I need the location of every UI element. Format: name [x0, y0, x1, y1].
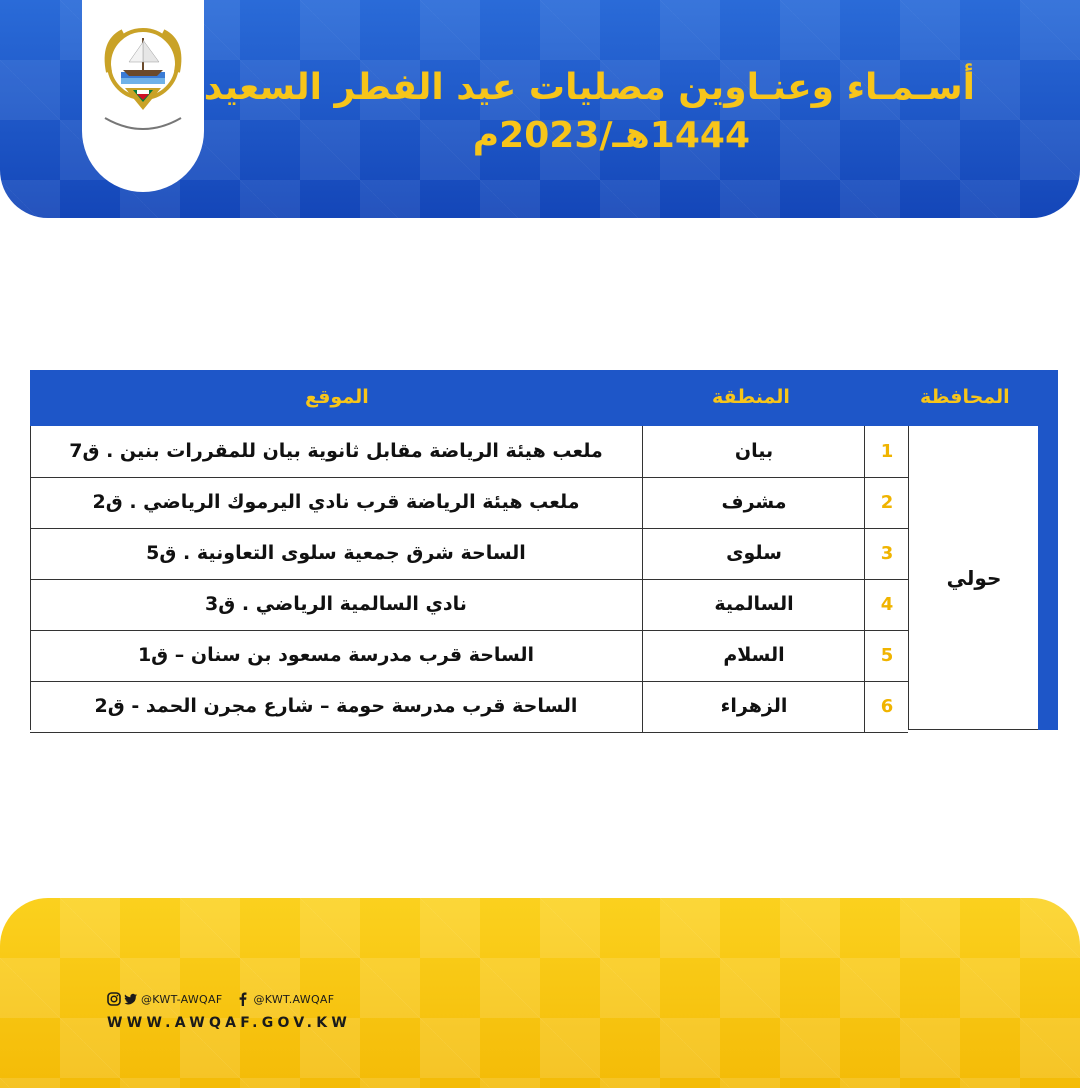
- area-cell: بيان: [642, 426, 865, 477]
- social-handles: [107, 992, 334, 1006]
- facebook-handle[interactable]: @KWT.AWQAF: [253, 992, 335, 1006]
- location-cell: [30, 630, 642, 681]
- table-row: [30, 630, 908, 682]
- location-text: ملعب هيئة الرياضة مقابل ثانوية بيان للمقررات بنين . ق7: [69, 440, 603, 462]
- table-side-bar: [1038, 426, 1058, 730]
- header-banner: [0, 0, 1080, 218]
- instagram-twitter-handle[interactable]: @KWT-AWQAF: [141, 992, 223, 1006]
- location-cell: [30, 426, 642, 477]
- area-cell: السالمية: [642, 579, 865, 630]
- twitter-icon[interactable]: [124, 992, 138, 1006]
- location-text: الساحة قرب مدرسة حومة – شارع مجرن الحمد - ق2: [94, 695, 578, 717]
- table-row: [30, 579, 908, 631]
- location-text: ملعب هيئة الرياضة قرب نادي اليرموك الرياضي . ق2: [92, 491, 580, 513]
- row-number: 1: [864, 426, 909, 477]
- location-cell: [30, 579, 642, 630]
- row-number: 6: [864, 681, 909, 732]
- instagram-icon[interactable]: [107, 992, 121, 1006]
- page-subtitle-year: 1444هـ/2023م: [472, 115, 750, 156]
- row-number: 4: [864, 579, 909, 630]
- area-cell: مشرف: [642, 477, 865, 528]
- row-number: 5: [864, 630, 909, 681]
- facebook-icon[interactable]: [236, 992, 250, 1006]
- header-governorate: المحافظة: [920, 386, 1010, 408]
- area-cell: السلام: [642, 630, 865, 681]
- table-body: [30, 426, 1058, 730]
- table-row: [30, 426, 908, 478]
- header-location: الموقع: [305, 386, 369, 408]
- area-cell: الزهراء: [642, 681, 865, 732]
- title-block: [204, 64, 975, 160]
- location-cell: [30, 681, 642, 732]
- row-number: 2: [864, 477, 909, 528]
- governorate-text: حولي: [946, 565, 1002, 590]
- location-cell: [30, 477, 642, 528]
- row-number: 3: [864, 528, 909, 579]
- ministry-emblem-icon: [93, 22, 193, 142]
- table-row: [30, 681, 908, 733]
- page-title: أسـمـاء وعنـاوين مصليات عيد الفطر السعيد: [203, 67, 975, 108]
- location-cell: [30, 528, 642, 579]
- logo-card: [82, 0, 204, 192]
- prayer-grounds-table: [30, 370, 1058, 730]
- location-text: الساحة قرب مدرسة مسعود بن سنان – ق1: [137, 644, 535, 666]
- location-text: نادي السالمية الرياضي . ق3: [205, 593, 467, 615]
- location-text: الساحة شرق جمعية سلوى التعاونية . ق5: [146, 542, 526, 564]
- website-link[interactable]: WWW.AWQAF.GOV.KW: [107, 1015, 352, 1031]
- governorate-cell: [908, 426, 1039, 730]
- table-row: [30, 528, 908, 580]
- header-area: المنطقة: [712, 386, 790, 408]
- table-row: [30, 477, 908, 529]
- area-cell: سلوى: [642, 528, 865, 579]
- table-header: [30, 370, 1058, 426]
